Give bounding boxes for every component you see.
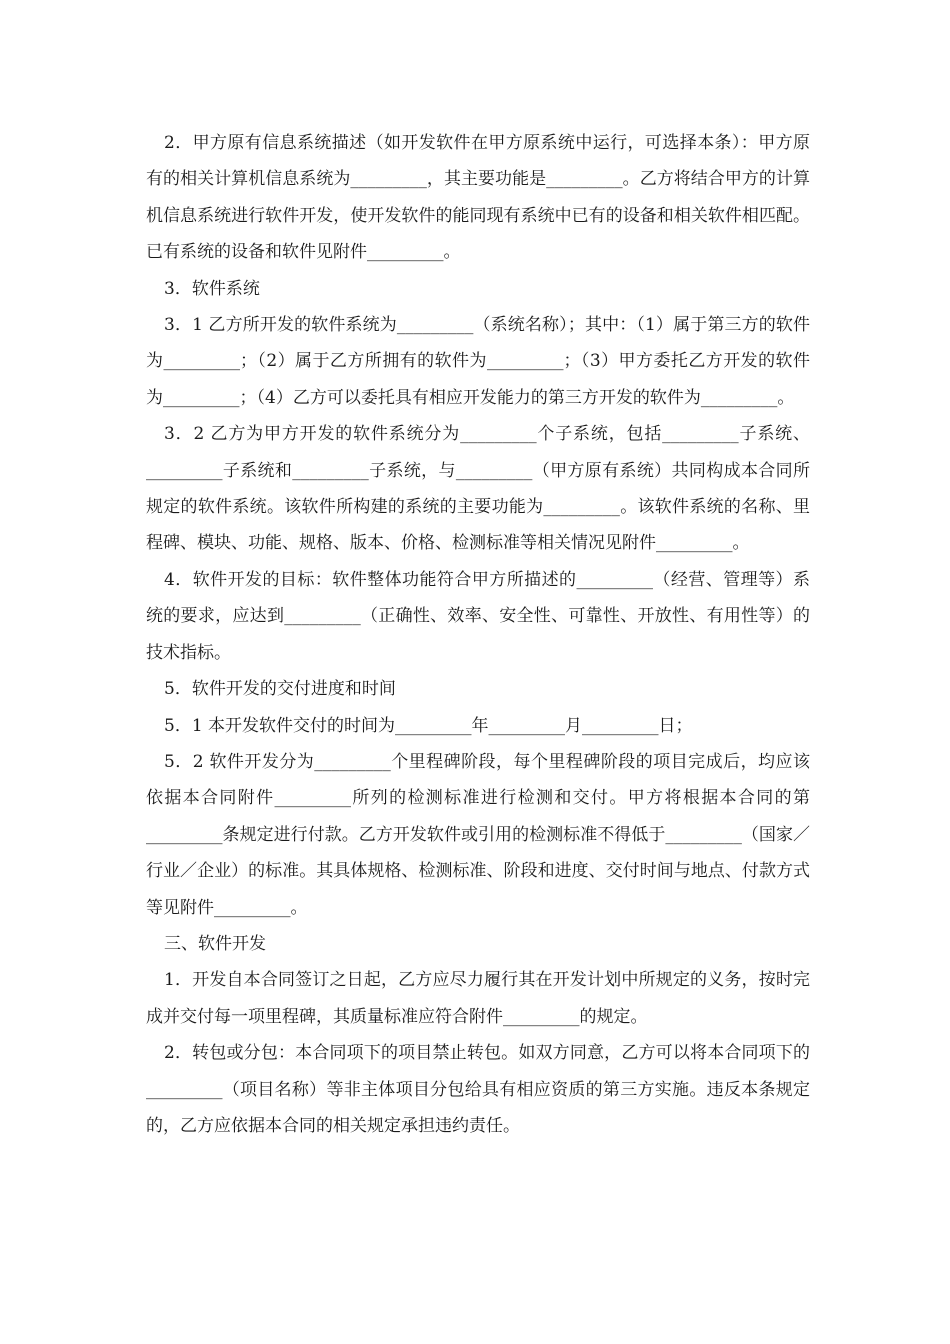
section-heading-software-development: 三、软件开发 [164,933,266,954]
heading-delivery-schedule: 5．软件开发的交付进度和时间 [164,679,396,700]
paragraph-development-goal: 4．软件开发的目标：软件整体功能符合甲方所描述的_________（经营、管理等）系统的要求，应达到_________（正确性、效率、安全性、可靠性、开放性、有用性等）的技术指标。 [146,569,810,663]
paragraph-3-2: 3．2 乙方为甲方开发的软件系统分为_________个子系统，包括_________子系统、_________子系统和_________子系统，与_________（甲方原有系统）共同构成本合同所规定的软件系统。该软件所构建的系统的主要功能为_________。该软件系统的名称、里程碑、模块、功能、规格、版本、价格、检测标准等相关情况见附件_________。 [146,424,810,554]
paragraph-subcontracting: 2．转包或分包：本合同项下的项目禁止转包。如双方同意，乙方可以将本合同项下的_________（项目名称）等非主体项目分包给具有相应资质的第三方实施。违反本条规定的，乙方应依据本合同的相关规定承担违约责任。 [146,1043,810,1136]
paragraph-3-1: 3．1 乙方所开发的软件系统为_________（系统名称）；其中：（1）属于第三方的软件为_________；（2）属于乙方所拥有的软件为_________；（3）甲方委托乙方开发的软件为_________；（4）乙方可以委托具有相应开发能力的第三方开发的软件为_________。 [146,315,810,408]
paragraph-5-1: 5．1 本开发软件交付的时间为_________年_________月_________日； [164,715,693,736]
paragraph-5-2: 5．2 软件开发分为_________个里程碑阶段，每个里程碑阶段的项目完成后，均应该依据本合同附件_________所列的检测标准进行检测和交付。甲方将根据本合同的第_________条规定进行付款。乙方开发软件或引用的检测标准不得低于_________（国家／行业／企业）的标准。其具体规格、检测标准、阶段和进度、交付时间与地点、付款方式等见附件_________。 [146,751,810,918]
heading-software-system: 3．软件系统 [164,278,260,299]
paragraph-original-system: 2．甲方原有信息系统描述（如开发软件在甲方原系统中运行，可选择本条）：甲方原有的相关计算机信息系统为_________，其主要功能是_________。乙方将结合甲方的计算机信息系统进行软件开发，使开发软件的能同现有系统中已有的设备和相关软件相匹配。已有系统的设备和软件见附件_________。 [146,133,810,263]
document-body [146,125,810,1144]
paragraph-dev-obligations: 1．开发自本合同签订之日起，乙方应尽力履行其在开发计划中所规定的义务，按时完成并交付每一项里程碑，其质量标准应符合附件_________的规定。 [146,970,810,1027]
